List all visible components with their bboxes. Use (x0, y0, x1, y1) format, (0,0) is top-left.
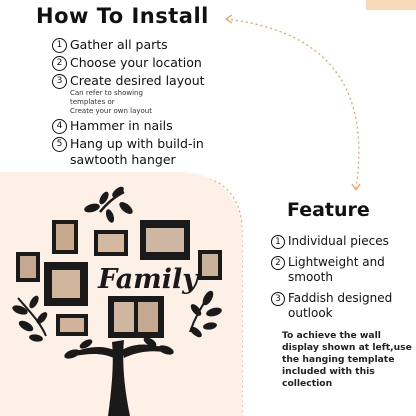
step-label-continued: sawtooth hanger (70, 152, 176, 167)
step-number: 5 (52, 137, 67, 152)
step-number: 2 (52, 56, 67, 71)
leaf-icon (11, 304, 29, 317)
family-word: Family (98, 264, 198, 295)
step-note: Create your own layout (70, 107, 152, 115)
feature-item (271, 255, 416, 286)
family-tree-decal (0, 172, 242, 416)
photo-frame (56, 314, 88, 336)
leaf-icon (117, 200, 134, 216)
leaf-icon (202, 321, 217, 330)
leaf-icon (27, 294, 40, 310)
feature-item (271, 291, 416, 322)
photo-frame (108, 296, 164, 338)
photo-frame (198, 250, 222, 280)
step-note: Can refer to showing (70, 89, 143, 97)
step-number: 1 (52, 38, 67, 53)
leaf-icon (83, 202, 101, 214)
feature-label: Lightweight and smooth (288, 254, 385, 284)
feature-number: 3 (271, 292, 285, 306)
step-label: Choose your location (70, 55, 202, 70)
leaf-icon (157, 344, 175, 357)
photo-frame (94, 230, 128, 256)
install-title: How To Install (36, 4, 209, 28)
step-label: Gather all parts (70, 37, 168, 52)
leaf-icon (17, 319, 35, 334)
photo-frame (16, 252, 40, 282)
photo-frame (140, 220, 190, 260)
photo-frame (52, 220, 78, 254)
leaf-icon (104, 208, 115, 224)
feature-number: 2 (271, 256, 285, 270)
leaf-icon (63, 348, 81, 361)
feature-item (271, 234, 416, 250)
step-number: 4 (52, 119, 67, 134)
leaf-icon (205, 306, 223, 318)
feature-number: 1 (271, 235, 285, 249)
feature-label: Faddish designed outlook (288, 290, 393, 320)
photo-frame (44, 262, 88, 306)
step-label: Create desired layout (70, 73, 205, 88)
hanging-template-note: To achieve the wall display shown at left,use the hanging template included with this collection (282, 330, 412, 389)
leaf-icon (28, 333, 43, 342)
leaf-icon (35, 310, 49, 325)
feature-title: Feature (287, 199, 370, 221)
step-label: Hammer in nails (70, 118, 173, 133)
step-number: 3 (52, 74, 67, 89)
step-note: templates or (70, 98, 115, 106)
feature-label: Individual pieces (288, 234, 389, 248)
feature-list (271, 234, 416, 327)
step-label: Hang up with build-in (70, 136, 204, 151)
